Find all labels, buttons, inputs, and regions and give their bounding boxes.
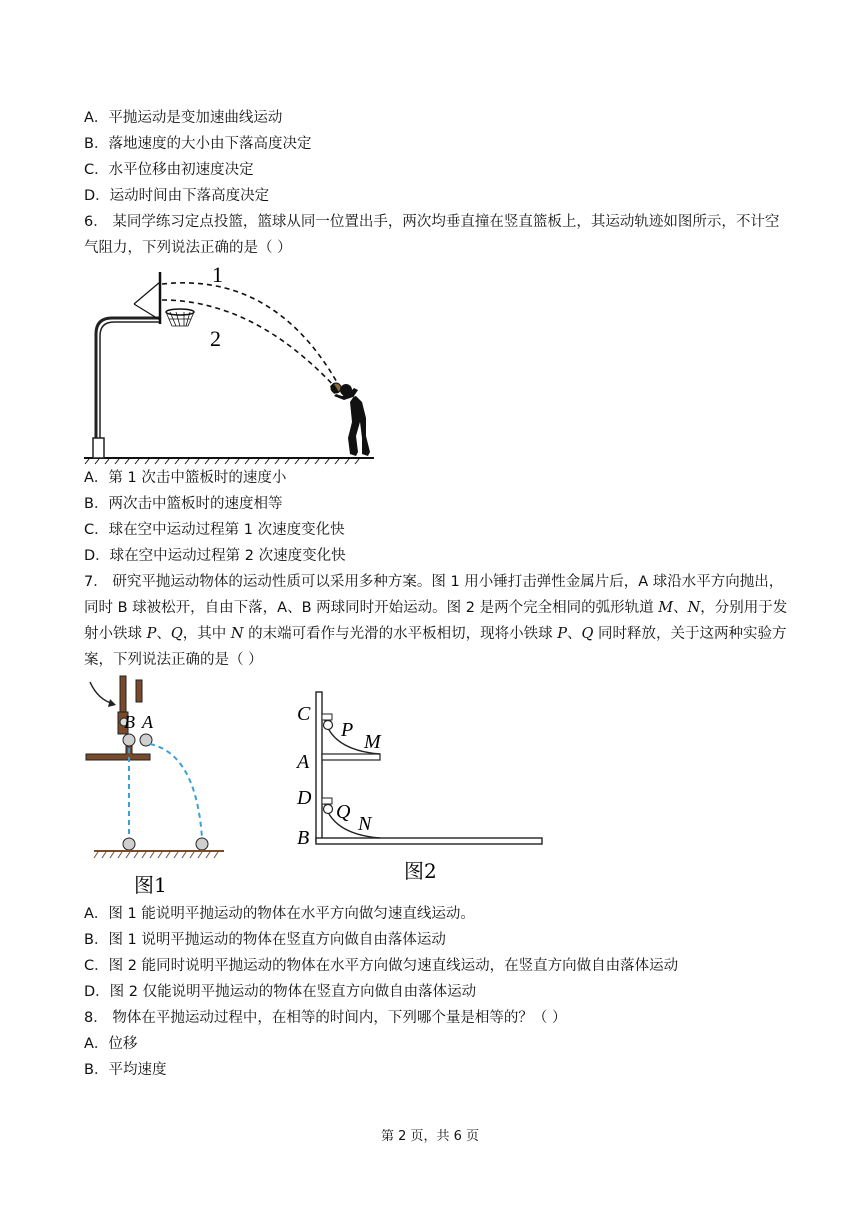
trajectory-2 bbox=[162, 300, 336, 388]
q7-stem-line1: 7． 研究平抛运动物体的运动性质可以采用多种方案。图 1 用小锤打击弹性金属片后，A 球沿水平方向抛出， bbox=[84, 574, 784, 590]
fig2-label-a: A bbox=[297, 751, 310, 773]
fig2-label-n: N bbox=[358, 813, 372, 835]
pole-base bbox=[93, 438, 104, 458]
track-m-base bbox=[322, 754, 380, 760]
vertical-board bbox=[316, 692, 322, 842]
fig1-label-a: A bbox=[142, 712, 153, 732]
q7-option-b: B．图 1 说明平抛运动的物体在竖直方向做自由落体运动 bbox=[84, 932, 446, 948]
hammer-handle bbox=[120, 676, 126, 712]
ball-a-path bbox=[150, 744, 202, 838]
horizontal-board bbox=[316, 838, 542, 844]
q8-option-b: B．平均速度 bbox=[84, 1062, 167, 1078]
q6-stem-line2: 气阻力，下列说法正确的是（ ） bbox=[84, 240, 292, 256]
ball-p bbox=[324, 721, 333, 730]
fig2-label-m: M bbox=[364, 731, 381, 753]
apparatus-base bbox=[86, 746, 150, 760]
q6-option-a: A．第 1 次击中篮板时的速度小 bbox=[84, 470, 287, 486]
q5-option-c: C．水平位移由初速度决定 bbox=[84, 162, 254, 178]
q5-option-d: D．运动时间由下落高度决定 bbox=[84, 188, 270, 204]
figure-1 bbox=[84, 674, 244, 900]
fig1-label-b: B bbox=[124, 712, 135, 732]
q5-option-b: B．落地速度的大小由下落高度决定 bbox=[84, 136, 312, 152]
fig2-label-c: C bbox=[297, 703, 311, 725]
fig2-label-p: P bbox=[341, 719, 354, 741]
hoop-pole bbox=[96, 318, 160, 458]
basketball-figure bbox=[84, 262, 384, 468]
q7-stem-line3: 射小铁球 P、Q，其中 N 的末端可看作与光滑的水平板相切，现将小铁球 P、Q 同时释放，关于这两种实验方 bbox=[84, 626, 787, 642]
fig2-label-d: D bbox=[297, 787, 312, 809]
ground-hatching bbox=[85, 459, 359, 464]
q8-option-a: A．位移 bbox=[84, 1036, 138, 1052]
page-footer: 第 2 页，共 6 页 bbox=[380, 1129, 480, 1144]
q6-option-b: B．两次击中篮板时的速度相等 bbox=[84, 496, 283, 512]
q6-option-d: D．球在空中运动过程第 2 次速度变化快 bbox=[84, 548, 346, 564]
q7-option-a: A．图 1 能说明平抛运动的物体在水平方向做匀速直线运动。 bbox=[84, 906, 475, 922]
fig2-caption: 图2 bbox=[404, 859, 437, 883]
q5-option-a: A．平抛运动是变加速曲线运动 bbox=[84, 110, 283, 126]
fig1-caption: 图1 bbox=[134, 873, 167, 897]
trajectory-label-2: 2 bbox=[210, 326, 221, 351]
q8-stem: 8． 物体在平抛运动过程中，在相等的时间内，下列哪个量是相等的？（ ） bbox=[84, 1010, 567, 1026]
q6-option-c: C．球在空中运动过程第 1 次速度变化快 bbox=[84, 522, 345, 538]
q7-stem-line4: 案，下列说法正确的是（ ） bbox=[84, 652, 263, 668]
track-n bbox=[324, 800, 380, 838]
trajectory-1 bbox=[162, 283, 338, 384]
q7-option-c: C．图 2 能同时说明平抛运动的物体在水平方向做匀速直线运动，在竖直方向做自由落体运动 bbox=[84, 958, 679, 974]
q7-stem-line2: 同时 B 球被松开，自由下落，A、B 两球同时开始运动。图 2 是两个完全相同的弧形轨道 M、N，分别用于发 bbox=[84, 600, 788, 616]
player-silhouette bbox=[330, 384, 370, 456]
q6-stem-line1: 6． 某同学练习定点投篮，篮球从同一位置出手，两次均垂直撞在竖直篮板上，其运动轨迹如图所示，不计空 bbox=[84, 214, 780, 230]
ball-q bbox=[324, 805, 333, 814]
hammer-head bbox=[136, 680, 142, 702]
q7-option-d: D．图 2 仅能说明平抛运动的物体在竖直方向做自由落体运动 bbox=[84, 984, 477, 1000]
fig2-label-q: Q bbox=[336, 801, 351, 823]
ball-b bbox=[123, 734, 135, 746]
fig2-label-b: B bbox=[297, 827, 310, 849]
figure-2 bbox=[290, 688, 550, 888]
trajectory-label-1: 1 bbox=[212, 262, 223, 287]
